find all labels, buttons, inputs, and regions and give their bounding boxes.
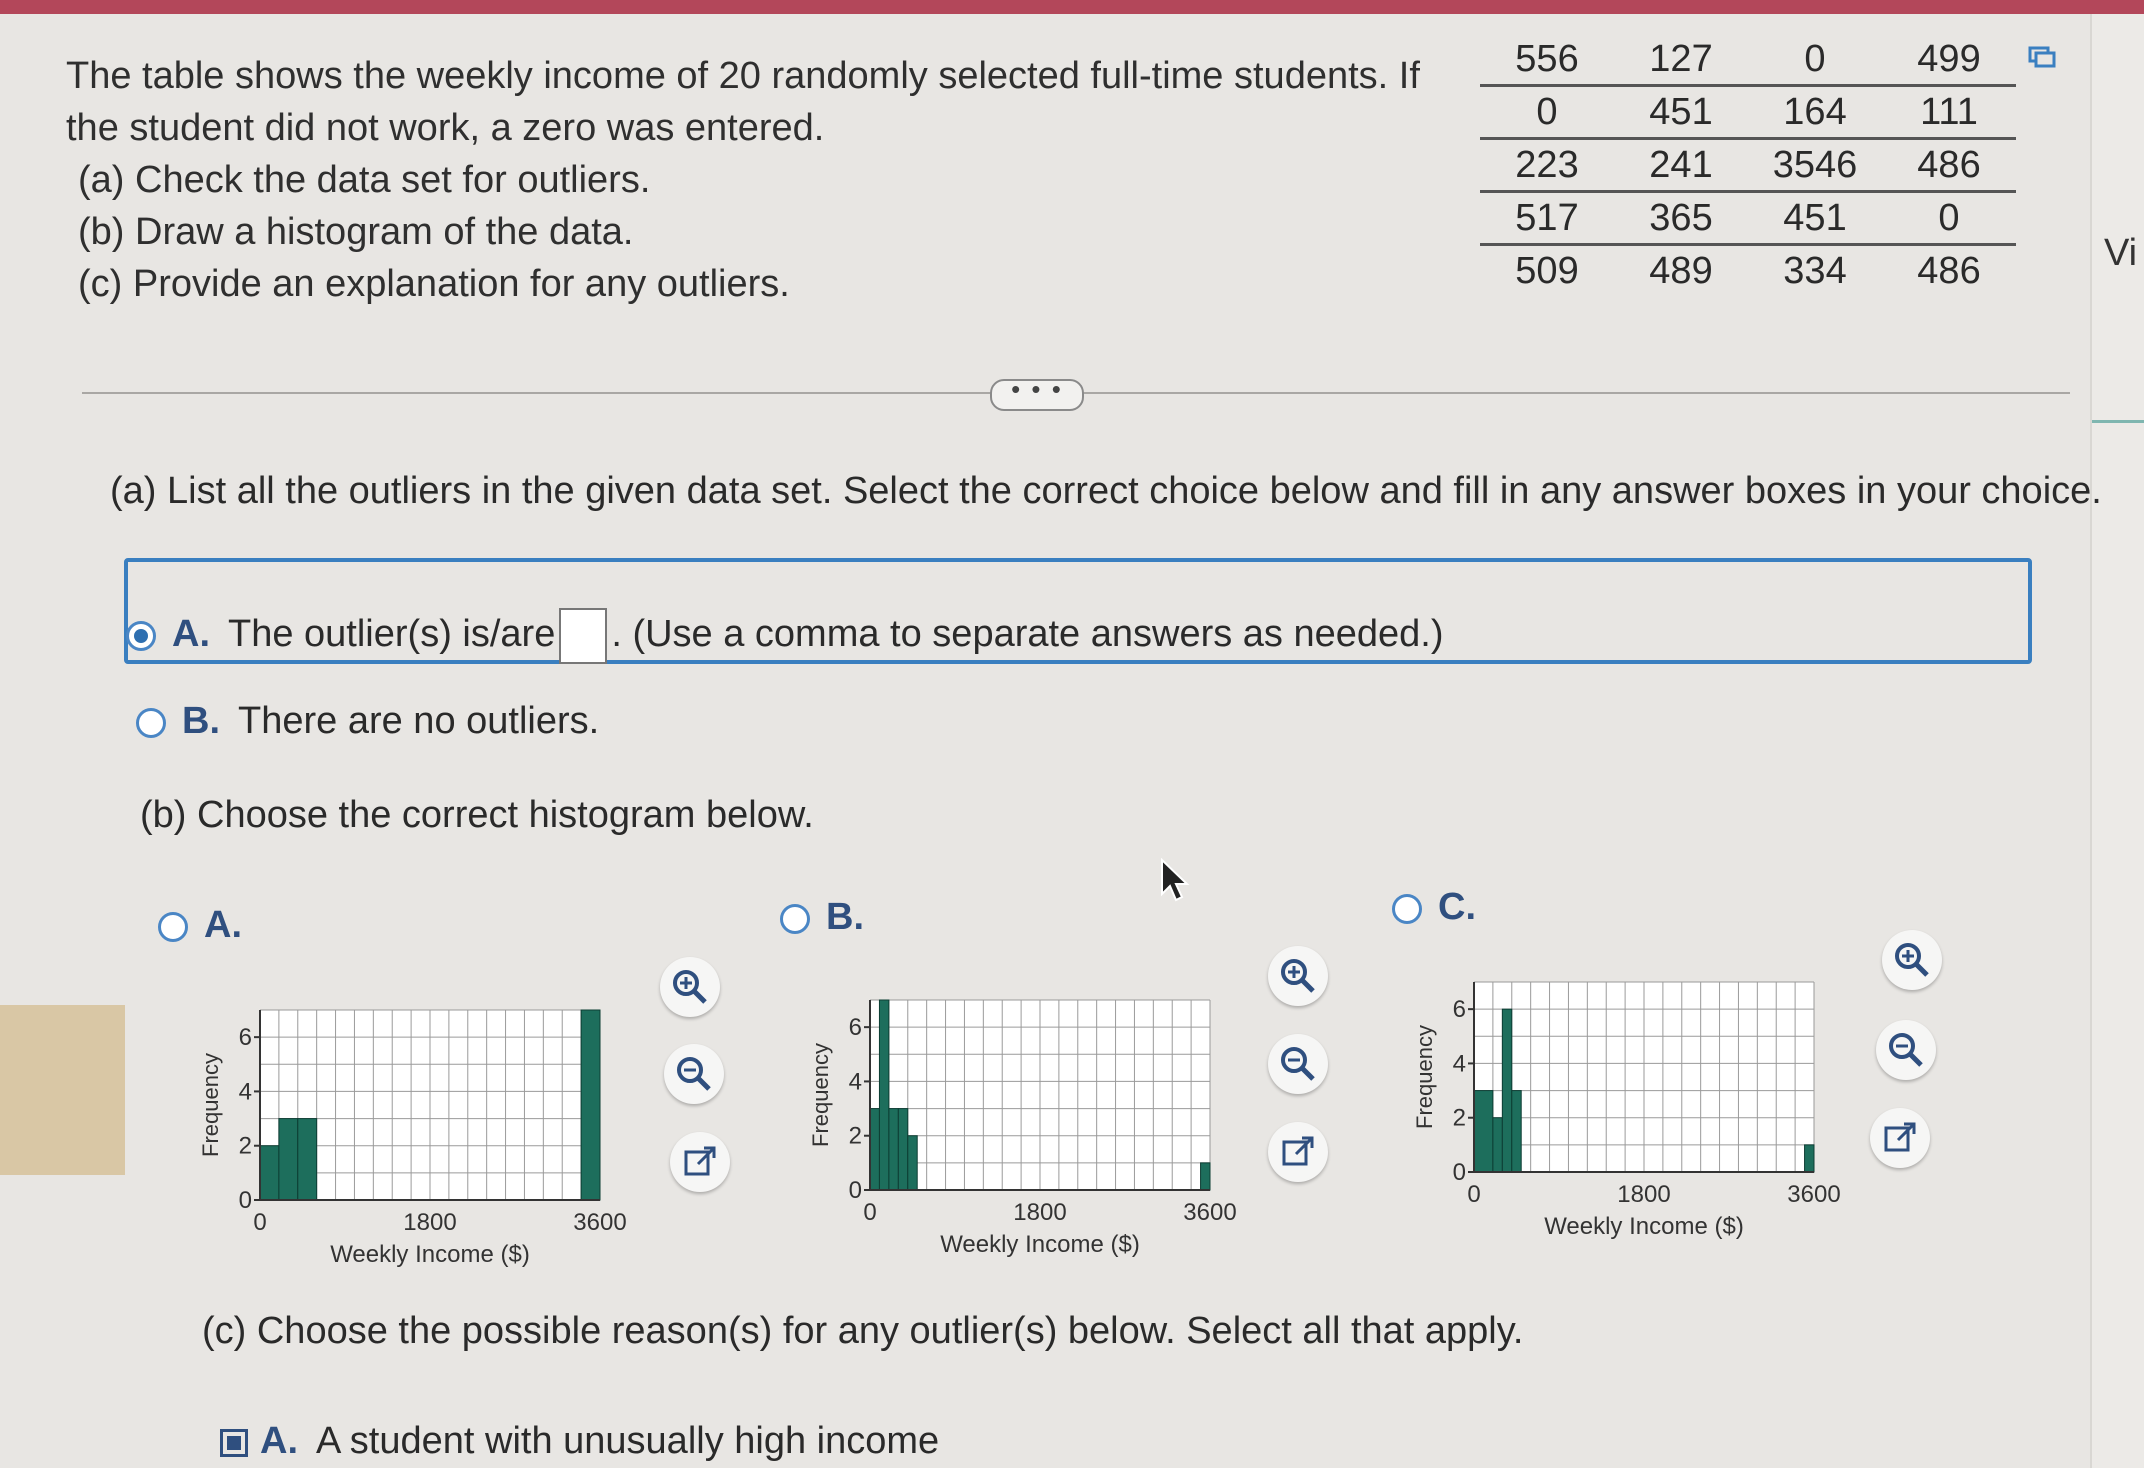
table-row xyxy=(1480,192,2016,245)
table-cell: 0 xyxy=(1882,192,2016,245)
y-axis-label: Frequency xyxy=(1412,1025,1437,1129)
histogram-b-letter: B. xyxy=(826,896,864,938)
x-axis-label: Weekly Income ($) xyxy=(940,1231,1140,1258)
histogram-bar xyxy=(1493,1118,1502,1172)
histogram-a-letter: A. xyxy=(204,904,242,946)
mouse-cursor-icon xyxy=(1160,858,1190,904)
histogram-bar xyxy=(260,1146,279,1200)
table-cell: 0 xyxy=(1748,34,1882,86)
problem-statement xyxy=(66,50,1446,310)
y-tick-label: 0 xyxy=(848,1177,862,1204)
histogram-a xyxy=(190,990,670,1280)
histogram-bar xyxy=(279,1119,298,1200)
x-axis-label: Weekly Income ($) xyxy=(1544,1213,1744,1240)
x-axis-label: Weekly Income ($) xyxy=(330,1241,530,1268)
table-cell: 499 xyxy=(1882,34,2016,86)
problem-intro-line-2: the student did not work, a zero was entered. xyxy=(66,107,825,149)
y-tick-label: 4 xyxy=(848,1068,862,1096)
expand-more-button[interactable]: • • • xyxy=(990,379,1084,411)
table-cell: 486 xyxy=(1917,249,1981,292)
problem-part-c: (c) Provide an explanation for any outliers. xyxy=(78,263,790,305)
x-tick-label: 3600 xyxy=(1787,1181,1841,1208)
open-new-window-button-a[interactable] xyxy=(670,1132,730,1192)
external-link-icon xyxy=(1880,1118,1920,1158)
zoom-out-button-a[interactable] xyxy=(664,1044,724,1104)
x-tick-label: 0 xyxy=(253,1209,267,1236)
histogram-bar xyxy=(879,1000,888,1190)
table-cell: 509 xyxy=(1515,249,1579,292)
histogram-bar xyxy=(870,1109,879,1190)
y-tick-label: 2 xyxy=(848,1122,862,1150)
x-tick-label: 3600 xyxy=(573,1209,627,1236)
reason-a-text: A student with unusually high income xyxy=(316,1420,940,1462)
zoom-in-button-a[interactable] xyxy=(660,957,720,1017)
zoom-in-button-b[interactable] xyxy=(1268,946,1328,1006)
outlier-answer-input[interactable] xyxy=(559,608,607,664)
zoom-out-icon xyxy=(1278,1044,1318,1084)
y-axis-label: Frequency xyxy=(808,1043,833,1147)
histogram-bar xyxy=(1201,1163,1210,1190)
table-cell: 517 xyxy=(1480,192,1614,245)
problem-intro-line-1: The table shows the weekly income of 20 randomly selected full-time students. If xyxy=(66,55,1420,97)
choice-b-radio[interactable] xyxy=(136,708,166,738)
table-cell: 334 xyxy=(1783,249,1847,292)
table-cell: 451 xyxy=(1614,86,1748,139)
table-cell: 451 xyxy=(1748,192,1882,245)
question-b-prompt: (b) Choose the correct histogram below. xyxy=(140,794,814,836)
table-cell: 0 xyxy=(1480,86,1614,139)
external-link-icon xyxy=(680,1142,720,1182)
table-row xyxy=(1480,139,2016,192)
problem-part-a: (a) Check the data set for outliers. xyxy=(78,159,651,201)
histogram-bar xyxy=(298,1119,317,1200)
open-new-window-button-c[interactable] xyxy=(1870,1108,1930,1168)
histogram-option-a[interactable] xyxy=(158,904,242,947)
choice-b-text: There are no outliers. xyxy=(238,700,600,742)
zoom-out-button-c[interactable] xyxy=(1876,1020,1936,1080)
y-axis-label: Frequency xyxy=(198,1053,223,1157)
histogram-c xyxy=(1404,962,1884,1252)
histogram-bar xyxy=(1474,1091,1493,1172)
x-tick-label: 1800 xyxy=(1013,1199,1067,1226)
y-tick-label: 6 xyxy=(238,1024,252,1052)
choice-a-letter: A. xyxy=(172,613,210,656)
table-cell: 241 xyxy=(1614,139,1748,192)
left-background-strip xyxy=(0,1005,125,1175)
table-cell: 111 xyxy=(1882,86,2016,139)
histogram-bar xyxy=(889,1109,898,1190)
table-cell: 127 xyxy=(1614,34,1748,86)
x-tick-label: 3600 xyxy=(1183,1199,1237,1226)
choice-b-letter: B. xyxy=(182,700,220,742)
x-tick-label: 1800 xyxy=(403,1209,457,1236)
choice-b[interactable] xyxy=(136,700,599,743)
table-cell: 223 xyxy=(1480,139,1614,192)
y-tick-label: 6 xyxy=(848,1014,862,1042)
reason-a-checkbox[interactable] xyxy=(220,1429,248,1457)
y-tick-label: 2 xyxy=(1452,1104,1466,1132)
histogram-b-radio[interactable] xyxy=(780,904,810,934)
table-cell: 556 xyxy=(1480,34,1614,86)
choice-a-radio[interactable] xyxy=(126,621,156,651)
histogram-bar xyxy=(1502,1009,1511,1172)
open-new-window-button-b[interactable] xyxy=(1268,1122,1328,1182)
zoom-in-icon xyxy=(1892,940,1932,980)
table-cell: 489 xyxy=(1649,249,1713,292)
zoom-in-button-c[interactable] xyxy=(1882,930,1942,990)
y-tick-label: 4 xyxy=(238,1078,252,1106)
y-tick-label: 0 xyxy=(238,1187,252,1214)
table-cell: 365 xyxy=(1614,192,1748,245)
zoom-in-icon xyxy=(670,967,710,1007)
table-row xyxy=(1480,86,2016,139)
y-tick-label: 6 xyxy=(1452,996,1466,1024)
histogram-bar xyxy=(1512,1091,1521,1172)
choice-a-text: The outlier(s) is/are xyxy=(228,613,556,656)
reason-choice-a[interactable] xyxy=(220,1420,939,1463)
histogram-option-c[interactable] xyxy=(1392,886,1476,929)
table-row xyxy=(1480,34,2016,86)
table-cell: 3546 xyxy=(1748,139,1882,192)
histogram-c-letter: C. xyxy=(1438,886,1476,928)
histogram-a-radio[interactable] xyxy=(158,912,188,942)
zoom-in-icon xyxy=(1278,956,1318,996)
y-tick-label: 2 xyxy=(238,1132,252,1160)
zoom-out-button-b[interactable] xyxy=(1268,1034,1328,1094)
table-cell: 164 xyxy=(1748,86,1882,139)
histogram-c-radio[interactable] xyxy=(1392,894,1422,924)
question-a-prompt: (a) List all the outliers in the given data set. Select the correct choice below and fill in any answer boxes in your choice. xyxy=(110,470,2102,512)
external-link-icon xyxy=(1278,1132,1318,1172)
zoom-out-icon xyxy=(1886,1030,1926,1070)
problem-part-b: (b) Draw a histogram of the data. xyxy=(78,211,634,253)
question-c-prompt: (c) Choose the possible reason(s) for any outlier(s) below. Select all that apply. xyxy=(202,1310,1524,1352)
x-tick-label: 0 xyxy=(1467,1181,1481,1208)
right-panel-accent xyxy=(2092,420,2144,423)
y-tick-label: 0 xyxy=(1452,1159,1466,1186)
histogram-bar xyxy=(908,1136,917,1190)
histogram-bar xyxy=(1805,1145,1814,1172)
histogram-bar xyxy=(898,1109,907,1190)
histogram-option-b[interactable] xyxy=(780,896,864,939)
copy-data-icon[interactable] xyxy=(2028,46,2056,68)
choice-a[interactable] xyxy=(126,608,1444,664)
choice-a-instructions: . (Use a comma to separate answers as needed.) xyxy=(611,613,1444,656)
x-tick-label: 1800 xyxy=(1617,1181,1671,1208)
income-data-table xyxy=(1480,34,2016,296)
zoom-out-icon xyxy=(674,1054,714,1094)
table-cell: 486 xyxy=(1882,139,2016,192)
reason-a-letter: A. xyxy=(260,1420,298,1462)
y-tick-label: 4 xyxy=(1452,1050,1466,1078)
top-bar xyxy=(0,0,2144,14)
right-panel-label: Vi xyxy=(2104,232,2138,274)
histogram-bar xyxy=(581,1010,600,1200)
table-row xyxy=(1480,245,2016,297)
histogram-b xyxy=(800,980,1280,1270)
x-tick-label: 0 xyxy=(863,1199,877,1226)
